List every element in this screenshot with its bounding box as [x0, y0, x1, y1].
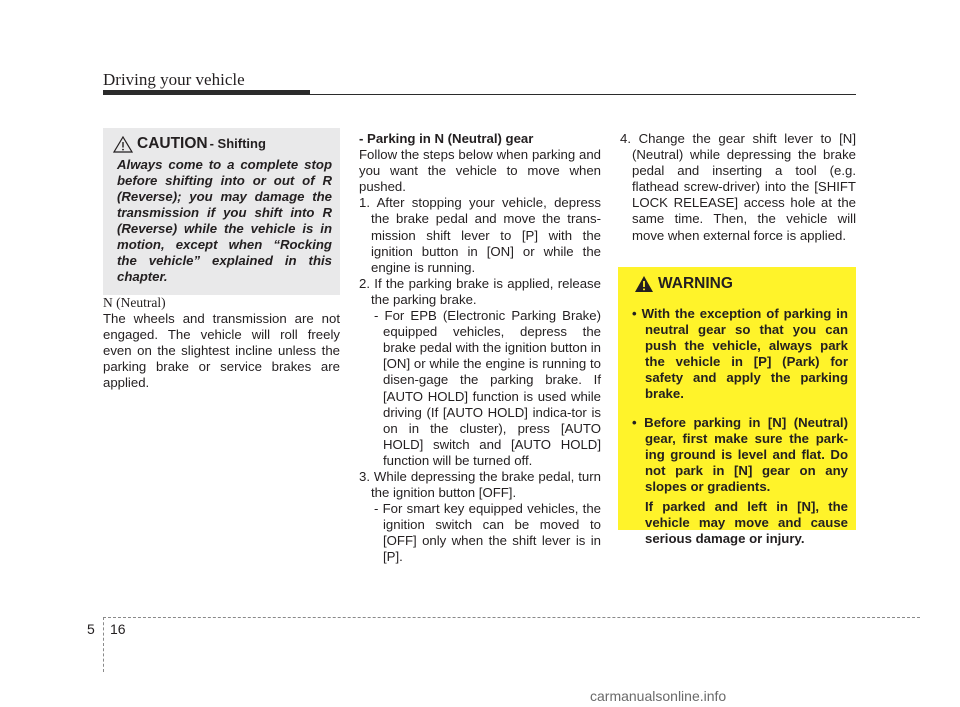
bullet: • [632, 415, 637, 431]
neutral-heading: N (Neutral) [103, 295, 166, 310]
caution-subtitle: - Shifting [209, 136, 266, 152]
caution-box [103, 128, 340, 295]
warning-item-2-continued: If parked and left in [N], the vehicle may move and cause serious damage or injury. [645, 499, 848, 547]
footer-rule [103, 617, 920, 618]
caution-header [111, 136, 332, 153]
warning-box [618, 267, 856, 547]
parking-neutral-heading: - Parking in N (Neutral) gear [359, 131, 534, 146]
step-4: 4. Change the gear shift lever to [N] (Neutral) while depressing the brake pedal and inserting a tool (e.g. flathead screw-driver) into the [SHIFT LOCK RELEASE] access hole at the same time. Then, the vehicle will move when external force is applied. [620, 131, 856, 243]
bullet: • [632, 306, 637, 322]
neutral-body: The wheels and transmission are not engaged. The vehicle will roll freely even on the slightest incline unless the parking brake or service brakes are applied. [103, 311, 340, 391]
step-2-substep: - For EPB (Electronic Parking Brake) equipped vehicles, depress the brake pedal with the ignition button in [ON] or while the engine is running to disen-gage the parking brake. If [AUTO HOLD] function is used while driving (If [AUTO HOLD] indica-tor is on in the cluster), press [AUTO HOLD] switch and [AUTO HOLD] function will be turned off. [374, 308, 601, 468]
header-rule [103, 94, 856, 95]
parking-neutral-intro: Follow the steps below when parking and you want the vehicle to move when pushed. [359, 147, 601, 195]
step-3-substep: - For smart key equipped vehicles, the ignition switch can be moved to [OFF] only when the shift lever is in [P]. [374, 501, 601, 565]
caution-triangle-icon [113, 136, 133, 153]
left-column [103, 128, 340, 392]
page-number: 16 [110, 621, 126, 637]
caution-body: Always come to a complete stop before shifting into or out of R (Reverse); you may damage the transmission if you shift into R (Reverse) while the vehicle is in motion, except when “Rocking the vehicle” explained in this chapter. [117, 157, 332, 284]
warning-triangle-icon [634, 275, 654, 293]
footer-vertical-rule [103, 617, 104, 672]
watermark: carmanualsonline.info [590, 688, 727, 704]
middle-column [359, 131, 601, 566]
warning-item-1: • With the exception of parking in neutral gear so that you can push the vehicle, always park the vehicle in [P] (Park) for safety and apply the parking brake. [632, 306, 848, 402]
step-3: 3. While depressing the brake pedal, turn the ignition button [OFF]. [359, 468, 601, 501]
warning-title: WARNING [658, 275, 733, 292]
step-2: 2. If the parking brake is applied, release the parking brake. [359, 275, 601, 307]
page-header-title: Driving your vehicle [103, 70, 245, 89]
right-column [620, 131, 856, 244]
warning-item-2: • Before parking in [N] (Neutral) gear, first make sure the park-ing ground is level and flat. Do not park in [N] gear on any slopes or gradients. [632, 415, 848, 495]
caution-title: CAUTION [137, 135, 208, 153]
chapter-number: 5 [87, 621, 95, 637]
step-1: 1. After stopping your vehicle, depress the brake pedal and move the trans-mission shift lever to [P] with the ignition button in [ON] or while the engine is running. [359, 195, 601, 275]
warning-header [626, 275, 848, 293]
